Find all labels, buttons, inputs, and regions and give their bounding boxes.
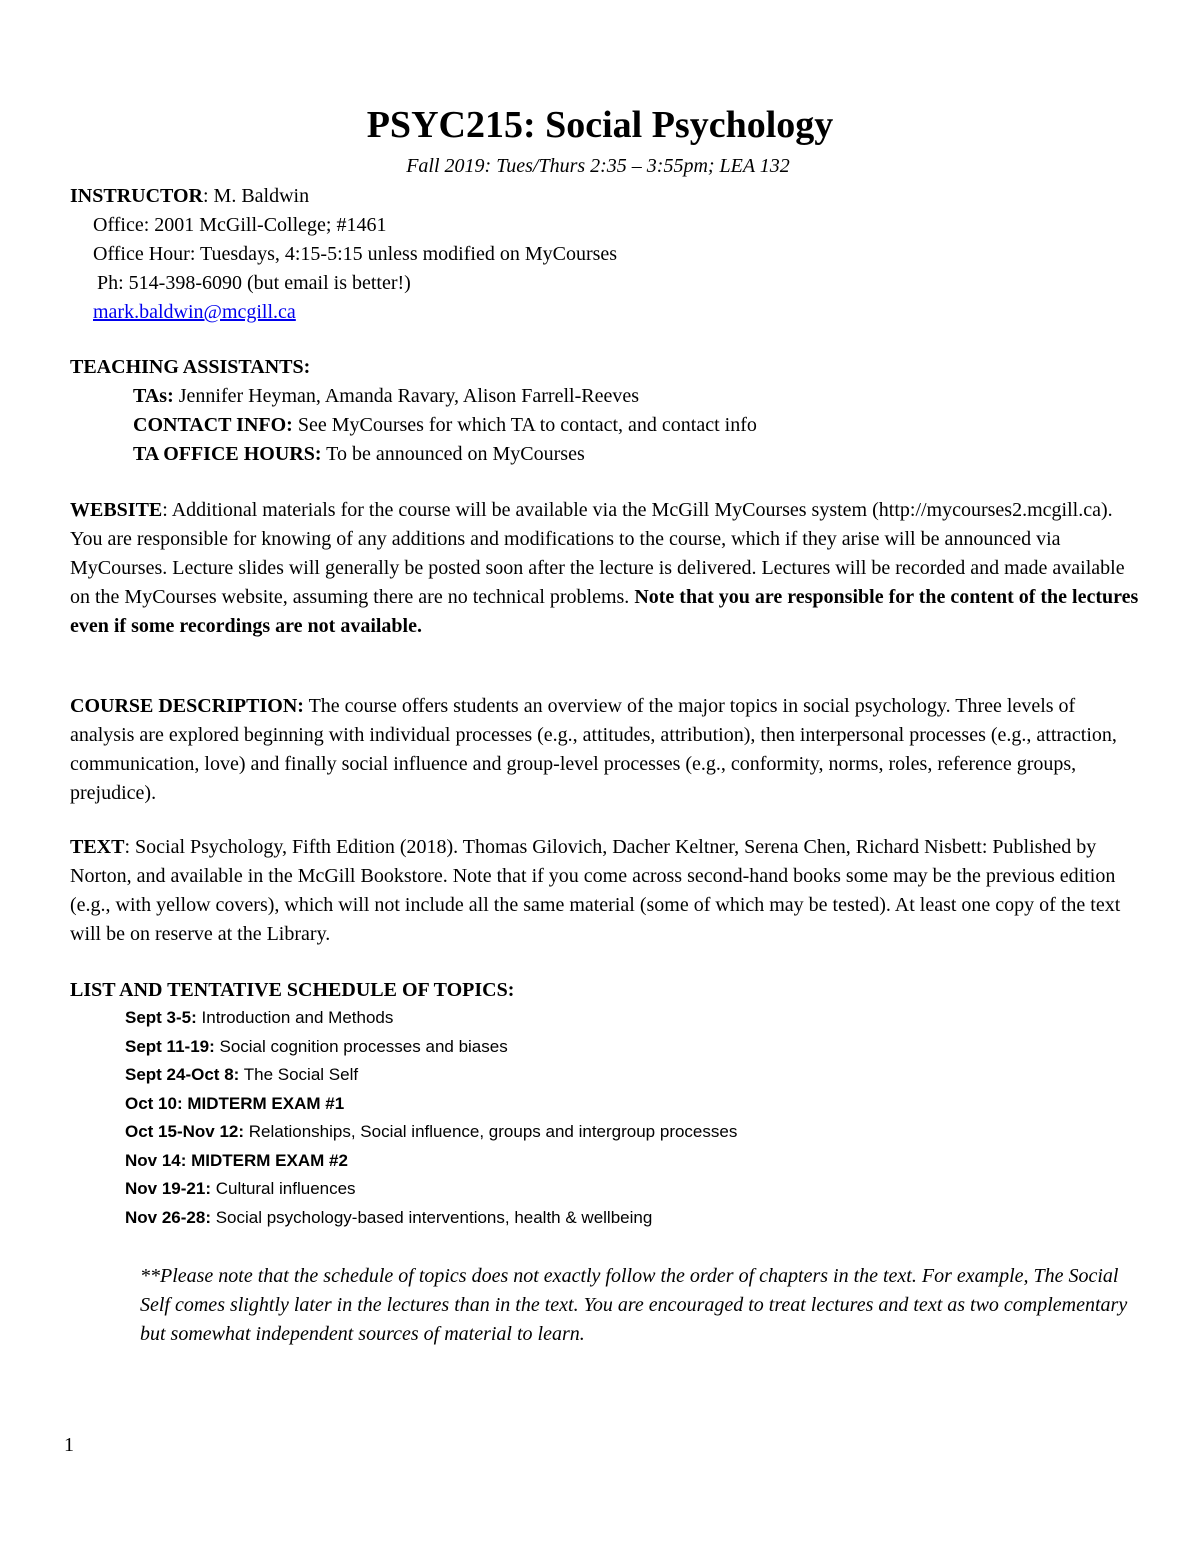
ta-names-value: Jennifer Heyman, Amanda Ravary, Alison Farrell-Reeves [173, 385, 639, 407]
list-item [125, 1204, 1125, 1233]
schedule-date: Oct 10: MIDTERM EXAM #1 [125, 1093, 345, 1113]
instructor-email-line [70, 298, 1140, 327]
ta-names-line [70, 382, 1140, 411]
instructor-line [70, 182, 1140, 211]
list-item [125, 1004, 1125, 1033]
schedule-topic: The Social Self [239, 1065, 359, 1084]
schedule-date: Oct 15-Nov 12: [125, 1122, 245, 1141]
schedule-date: Sept 24-Oct 8: [125, 1065, 240, 1084]
list-item [125, 1118, 1125, 1147]
list-item [125, 1147, 1125, 1176]
instructor-office-hour: Office Hour: Tuesdays, 4:15-5:15 unless modified on MyCourses [93, 243, 618, 265]
schedule-list [125, 1004, 1125, 1232]
schedule-heading: LIST AND TENTATIVE SCHEDULE OF TOPICS: [70, 979, 515, 1001]
schedule-date: Nov 14: MIDTERM EXAM #2 [125, 1150, 348, 1170]
instructor-section [70, 182, 1140, 327]
list-item [125, 1033, 1125, 1062]
schedule-date: Nov 19-21: [125, 1179, 211, 1198]
teaching-assistants-section [70, 353, 1140, 469]
ta-contact-label: CONTACT INFO: [133, 414, 293, 436]
textbook-label: TEXT [70, 836, 125, 858]
ta-contact-value: See MyCourses for which TA to contact, and contact info [292, 414, 757, 436]
website-section [70, 496, 1140, 641]
schedule-heading-block [70, 976, 1140, 1005]
ta-hours-value: To be announced on MyCourses [321, 443, 585, 465]
page-title: PSYC215: Social Psychology [366, 104, 834, 146]
instructor-phone: Ph: 514-398-6090 (but email is better!) [97, 272, 411, 294]
instructor-name: : M. Baldwin [203, 185, 310, 207]
list-item [125, 1061, 1125, 1090]
list-item [125, 1090, 1125, 1119]
ta-contact-line [70, 411, 1140, 440]
textbook-text: : Social Psychology, Fifth Edition (2018). Thomas Gilovich, Dacher Keltner, Serena Chen, Richard Nisbett: Published by Norton, and available in the McGill Bookstore. Note that if you come across second-hand books some may be the previous edition (e.g., with yellow covers), which will not include all the same material (some of which may be tested). At least one copy of the text will be on reserve at the Library. [70, 836, 1121, 945]
ta-names-label: TAs: [133, 385, 174, 407]
schedule-date: Sept 11-19: [125, 1036, 215, 1056]
website-bold-note: Note that you are responsible for the content of the lectures even if some recordings are not available. [70, 586, 1139, 637]
schedule-date: Sept 3-5: [125, 1008, 197, 1027]
textbook-section [70, 833, 1140, 949]
schedule-topic: Relationships, Social influence, groups and intergroup processes [244, 1122, 738, 1141]
website-label: WEBSITE [70, 499, 163, 521]
ta-hours-line [70, 440, 1140, 469]
schedule-topic: Introduction and Methods [196, 1008, 394, 1027]
schedule-topic: Cultural influences [210, 1179, 356, 1198]
course-description-text: The course offers students an overview of the major topics in social psychology. Three levels of analysis are explored beginning with individual processes (e.g., attitudes, attribution), then interpersonal processes (e.g., attraction, communication, love) and finally social influence and group-level processes (e.g., conformity, norms, roles, reference groups, prejudice). [70, 695, 1117, 804]
schedule-topic: Social psychology-based interventions, health & wellbeing [210, 1207, 653, 1227]
schedule-topic: Social cognition processes and biases [214, 1036, 508, 1056]
ta-section-heading: TEACHING ASSISTANTS: [70, 356, 311, 378]
course-description-section [70, 692, 1140, 808]
schedule-date: Nov 26-28: [125, 1207, 211, 1227]
instructor-label: INSTRUCTOR [70, 185, 203, 207]
instructor-office: Office: 2001 McGill-College; #1461 [93, 214, 387, 236]
ta-hours-label: TA OFFICE HOURS: [133, 443, 322, 465]
instructor-email-link[interactable]: mark.baldwin@mcgill.ca [93, 301, 296, 323]
website-text: : Additional materials for the course will be available via the McGill MyCourses system (http://mycourses2.mcgill.ca). You are responsible for knowing of any additions and modifications to the course, which if they arise will be announced via MyCourses. Lecture slides will generally be posted soon after the lecture is delivered. Lectures will be recorded and made available on the MyCourses website, assuming there are no technical problems. [70, 499, 1125, 608]
course-schedule-subtitle: Fall 2019: Tues/Thurs 2:35 – 3:55pm; LEA 132 [406, 155, 790, 177]
schedule-note: **Please note that the schedule of topics does not exactly follow the order of chapters in the text. For example, The Social Self comes slightly later in the lectures than in the text. You are encouraged to treat lectures and text as two complementary but somewhat independent sources of material to learn. [140, 1265, 1128, 1345]
list-item [125, 1175, 1125, 1204]
page-number: 1 [64, 1434, 74, 1456]
course-description-label: COURSE DESCRIPTION: [70, 695, 304, 717]
